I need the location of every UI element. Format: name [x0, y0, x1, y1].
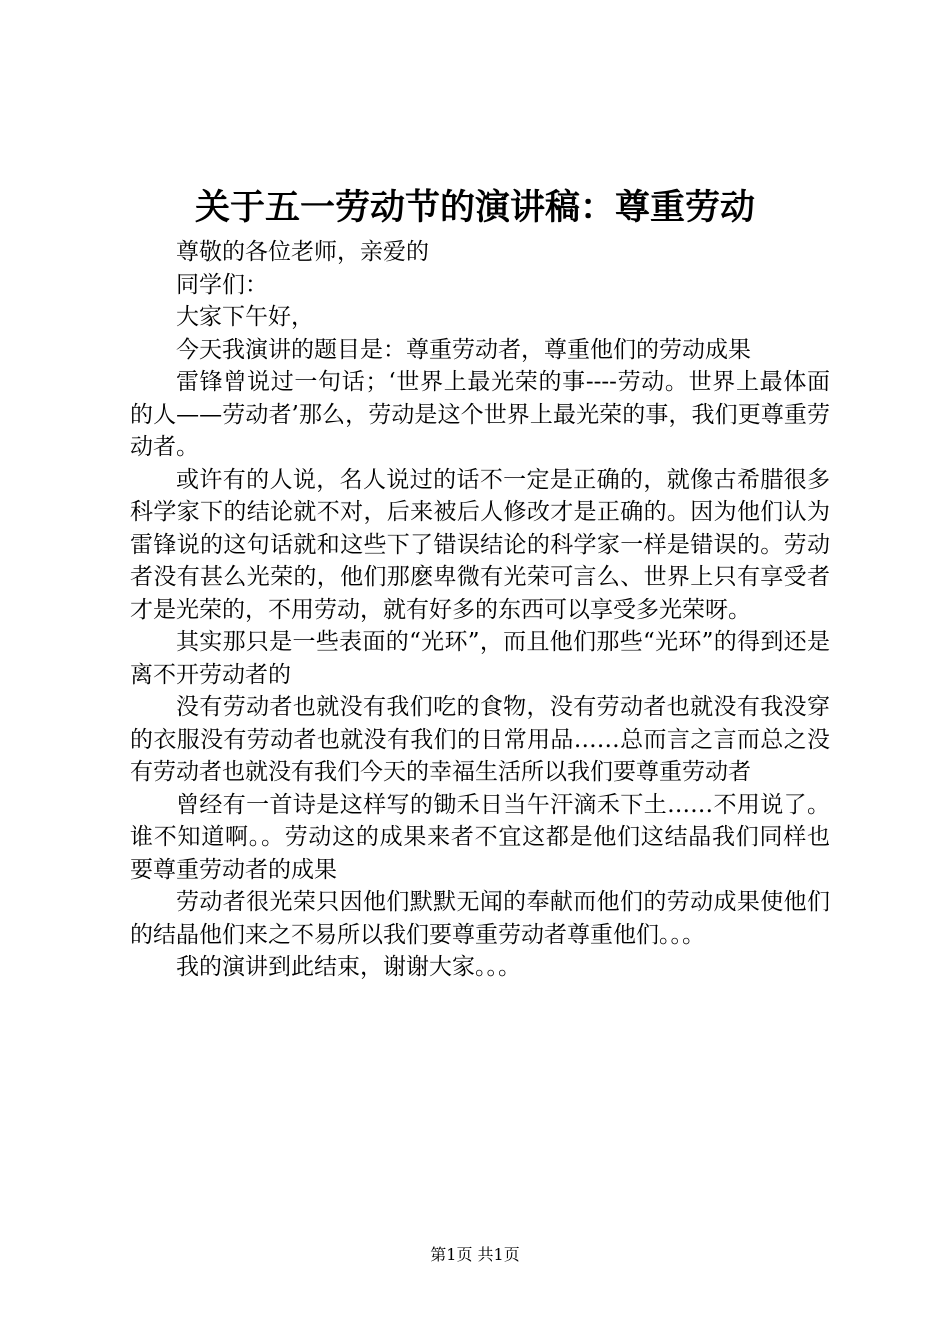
paragraph-greeting: 大家下午好， — [176, 304, 314, 330]
paragraph-salutation-2: 同学们： — [176, 271, 268, 298]
paragraph-closing: 我的演讲到此结束，谢谢大家。。。 — [176, 954, 521, 980]
paragraph-glory: 劳动者很光荣只因他们默默无闻的奉献而他们的劳动成果使他们的结晶他们来之不易所以我们要尊重劳动者尊重他们。。。 — [130, 889, 830, 948]
paragraph-poem: 曾经有一首诗是这样写的锄禾日当午汗滴禾下土……不用说了。谁不知道啊。。劳动这的成果来者不宜这都是他们这结晶我们同样也要尊重劳动者的成果 — [130, 791, 830, 883]
paragraph-without-workers: 没有劳动者也就没有我们吃的食物，没有劳动者也就没有我没穿的衣服没有劳动者也就没有我们的日常用品……总而言之言而总之没有劳动者也就没有我们今天的幸福生活所以我们要尊重劳动者 — [130, 694, 830, 785]
paragraph-salutation: 尊敬的各位老师，亲爱的 — [176, 239, 429, 265]
paragraph-topic: 今天我演讲的题目是：尊重劳动者，尊重他们的劳动成果 — [176, 336, 751, 363]
document-title: 关于五一劳动节的演讲稿：尊重劳动 — [194, 187, 755, 228]
document-body — [130, 236, 830, 984]
paragraph-halo: 其实那只是一些表面的“光环”，而且他们那些“光环”的得到还是离不开劳动者的 — [130, 629, 830, 688]
paragraph-quote: 雷锋曾说过一句话；‘世界上最光荣的事----劳动。世界上最体面的人——劳动者’那么，劳动是这个世界上最光荣的事，我们更尊重劳动者。 — [130, 369, 830, 460]
paragraph-counterpoint: 或许有的人说，名人说过的话不一定是正确的，就像古希腊很多科学家下的结论就不对，后来被后人修改才是正确的。因为他们认为雷锋说的这句话就和这些下了错误结论的科学家一样是错误的。劳动者没有甚么光荣的，他们那麽卑微有光荣可言么、世界上只有享受者才是光荣的，不用劳动，就有好多的东西可以享受多光荣呀。 — [130, 466, 830, 623]
page-footer: 第1页 共1页 — [430, 1245, 520, 1264]
